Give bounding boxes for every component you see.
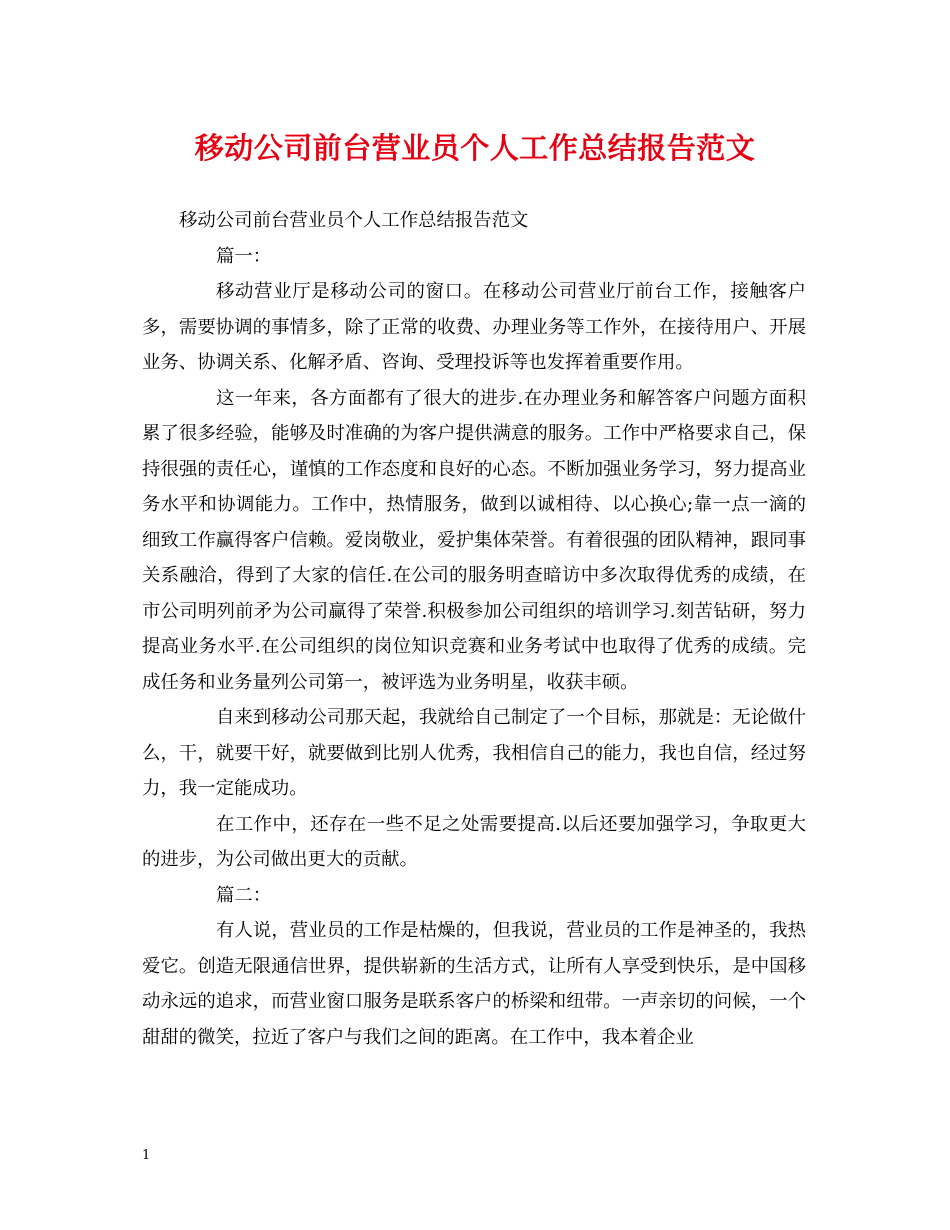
body-paragraph: 移动营业厅是移动公司的窗口。在移动公司营业厅前台工作，接触客户多，需要协调的事情多，除了正常的收费、办理业务等工作外，在接待用户、开展业务、协调关系、化解矛盾、咨询、受理投诉等也发挥着重要作用。	[142, 281, 806, 373]
page-number: 1	[142, 1148, 151, 1163]
body-paragraph: 这一年来，各方面都有了很大的进步.在办理业务和解答客户问题方面积累了很多经验，能够及时准确的为客户提供满意的服务。工作中严格要求自己，保持很强的责任心，谨慎的工作态度和良好的心态。不断加强业务学习，努力提高业务水平和协调能力。工作中，热情服务，做到以诚相待、以心换心;靠一点一滴的细致工作赢得客户信赖。爱岗敬业，爱护集体荣誉。有着很强的团队精神，跟同事关系融洽，得到了大家的信任.在公司的服务明查暗访中多次取得优秀的成绩，在市公司明列前矛为公司赢得了荣誉.积极参加公司组织的培训学习.刻苦钻研，努力提高业务水平.在公司组织的岗位知识竞赛和业务考试中也取得了优秀的成绩。完成任务和业务量列公司第一，被评选为业务明星，收获丰硕。	[142, 387, 806, 693]
body-paragraph: 自来到移动公司那天起，我就给自己制定了一个目标，那就是：无论做什么，干，就要干好，就要做到比别人优秀，我相信自己的能力，我也自信，经过努力，我一定能成功。	[142, 707, 806, 799]
document-title: 移动公司前台营业员个人工作总结报告范文	[194, 131, 756, 165]
section-heading-1: 篇一：	[216, 245, 272, 267]
subtitle-paragraph: 移动公司前台营业员个人工作总结报告范文	[179, 210, 529, 231]
section-heading-2: 篇二：	[216, 884, 272, 906]
body-paragraph: 有人说，营业员的工作是枯燥的，但我说，营业员的工作是神圣的，我热爱它。创造无限通信世界，提供崭新的生活方式，让所有人享受到快乐，是中国移动永远的追求，而营业窗口服务是联系客户的桥梁和纽带。一声亲切的问候，一个甜甜的微笑，拉近了客户与我们之间的距离。在工作中，我本着企业	[142, 920, 806, 1048]
body-paragraph: 在工作中，还存在一些不足之处需要提高.以后还要加强学习，争取更大的进步，为公司做出更大的贡献。	[142, 813, 806, 870]
document-body	[142, 203, 806, 1055]
